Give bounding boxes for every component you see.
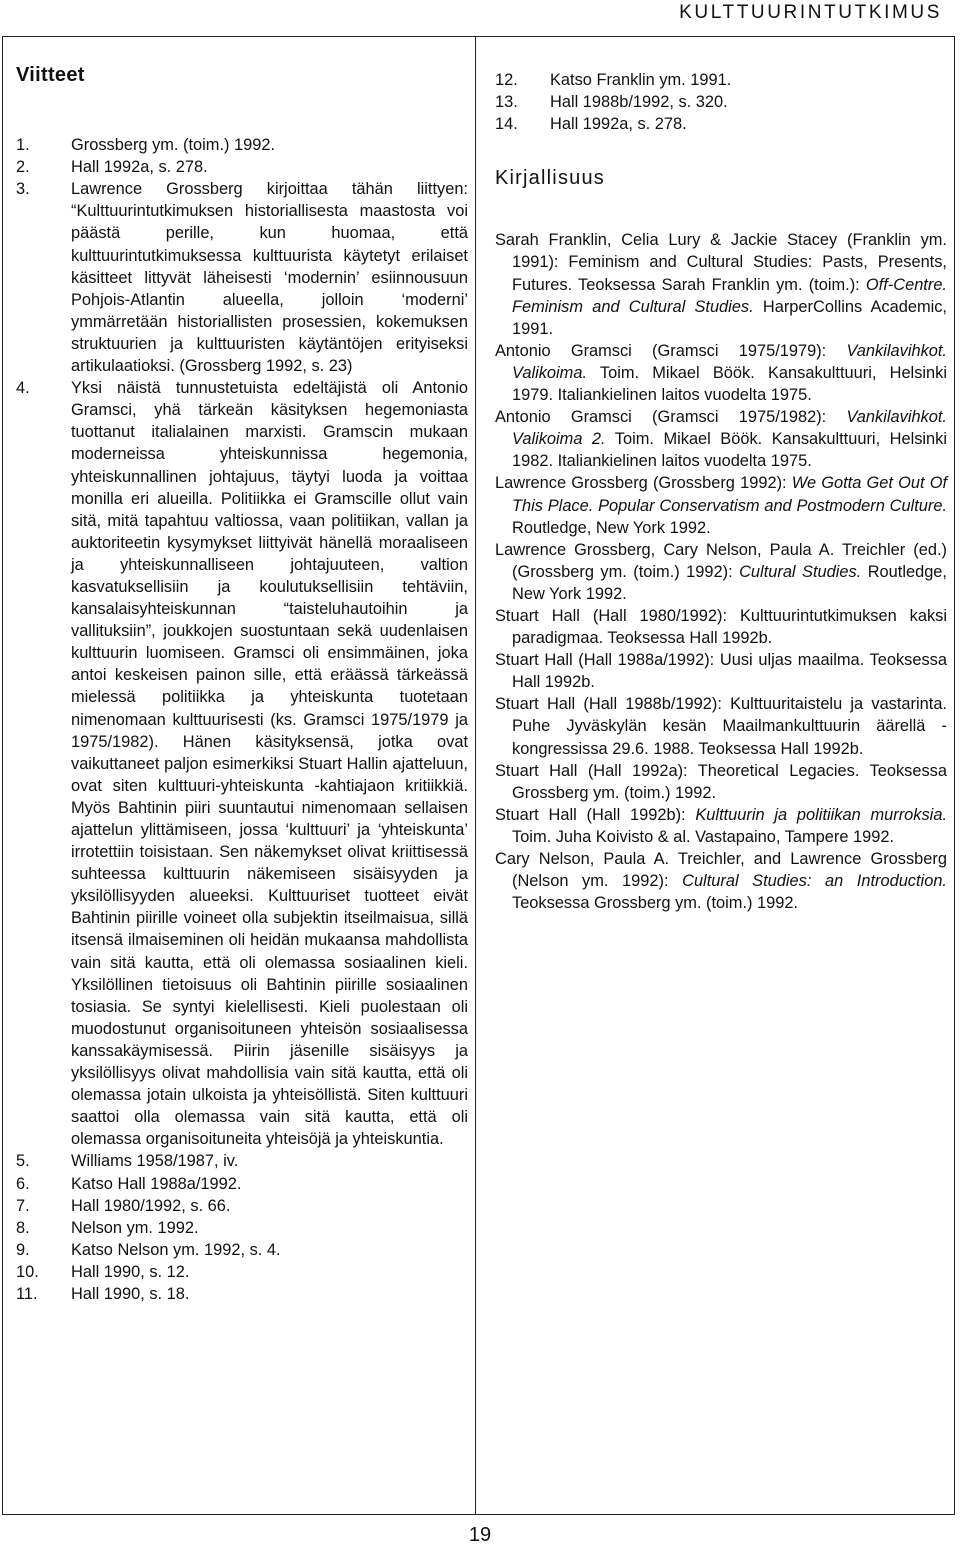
note-item: [16, 1261, 468, 1283]
reference-text: Stuart Hall (Hall 1988b/1992): Kulttuuritaistelu ja vastarinta. Puhe Jyväskylän kesän Maailmankulttuurin äärellä -kongressissa 29.6. 1988. Teoksessa Hall 1992b.: [495, 695, 947, 758]
note-item: [16, 1217, 468, 1239]
note-text: Hall 1988b/1992, s. 320.: [550, 93, 728, 112]
reference-text: Stuart Hall (Hall 1988a/1992): Uusi uljas maailma. Teoksessa Hall 1992b.: [495, 651, 947, 692]
reference-title: Cultural Studies.: [739, 562, 862, 581]
note-number: 2.: [16, 158, 30, 177]
bibliography-column: [495, 64, 947, 914]
reference-text: Routledge, New York 1992.: [512, 518, 711, 537]
reference-list: [495, 229, 947, 914]
note-item: [16, 377, 468, 1150]
note-number: 7.: [16, 1196, 30, 1215]
reference-entry: [495, 472, 947, 538]
note-number: 5.: [16, 1152, 30, 1171]
reference-text: Lawrence Grossberg (Grossberg 1992):: [495, 474, 792, 493]
note-number: 9.: [16, 1240, 30, 1259]
note-text: Nelson ym. 1992.: [71, 1218, 199, 1237]
reference-text: Antonio Gramsci (Gramsci 1975/1979):: [495, 341, 847, 360]
column-divider: [475, 36, 476, 1515]
note-item: [495, 69, 947, 91]
note-number: 13.: [495, 93, 518, 112]
reference-title: Cultural Studies: an Introduction.: [682, 872, 947, 891]
note-text: Katso Nelson ym. 1992, s. 4.: [71, 1240, 281, 1259]
reference-text: Stuart Hall (Hall 1992b):: [495, 805, 696, 824]
reference-entry: [495, 848, 947, 914]
note-number: 10.: [16, 1262, 39, 1281]
notes-list: [16, 134, 468, 1305]
reference-title: We Gotta Get Out Of This Place. Popular Conservatism and Postmodern Culture.: [512, 474, 947, 515]
reference-text: Cary Nelson, Paula A. Treichler, and Lawrence Grossberg (Nelson ym. 1992):: [495, 850, 947, 891]
note-number: 14.: [495, 115, 518, 134]
note-text: Hall 1980/1992, s. 66.: [71, 1196, 231, 1215]
reference-title: Off-Centre. Feminism and Cultural Studies.: [512, 275, 947, 316]
note-text: Hall 1992a, s. 278.: [71, 158, 208, 177]
note-text: Lawrence Grossberg kirjoittaa tähän liittyen: “Kulttuurintutkimuksen historiallisesta maastosta voi päästä perille, kun huomaa, että kulttuurintutkimuksessa kulttuurista käytetyt erilaiset käsitteet littyvät läheisesti ‘modernin’ esiinnousuun Pohjois-Atlantin alueella, jolloin ‘moderni’ ymmärretään historiallisten prosessien, kokemuksen struktuurien ja kulttuuristen käytäntöjen erityiseksi artikulaatioksi. (Grossberg 1992, s. 23): [71, 180, 468, 376]
reference-text: HarperCollins Academic, 1991.: [512, 297, 947, 338]
note-text: Hall 1990, s. 18.: [71, 1284, 190, 1303]
note-item: [16, 134, 468, 156]
reference-text: Sarah Franklin, Celia Lury & Jackie Stacey (Franklin ym. 1991): Feminism and Cultural Studies: Pasts, Presents, Futures. Teoksessa Sarah Franklin ym. (toim.):: [495, 231, 947, 294]
reference-entry: [495, 539, 947, 605]
note-number: 11.: [16, 1284, 38, 1303]
reference-text: Toim. Juha Koivisto & al. Vastapaino, Tampere 1992.: [512, 827, 895, 846]
reference-entry: [495, 406, 947, 472]
note-item: [16, 1150, 468, 1172]
note-number: 1.: [16, 136, 30, 155]
reference-entry: [495, 605, 947, 649]
reference-text: Lawrence Grossberg, Cary Nelson, Paula A. Treichler (ed.) (Grossberg ym. (toim.) 1992):: [495, 540, 947, 581]
note-item: [16, 1173, 468, 1195]
reference-entry: [495, 760, 947, 804]
note-item: [16, 1195, 468, 1217]
note-text: Grossberg ym. (toim.) 1992.: [71, 136, 276, 155]
note-number: 8.: [16, 1218, 30, 1237]
note-text: Katso Franklin ym. 1991.: [550, 71, 732, 89]
note-item: [495, 91, 947, 113]
note-item: [16, 1283, 468, 1305]
bibliography-title: Kirjallisuus: [495, 167, 605, 190]
note-number: 12.: [495, 71, 518, 89]
reference-entry: [495, 804, 947, 848]
reference-text: Antonio Gramsci (Gramsci 1975/1982):: [495, 408, 847, 427]
note-number: 6.: [16, 1174, 30, 1193]
note-text: Yksi näistä tunnustetuista edeltäjistä oli Antonio Gramsci, yhä tärkeän käsityksen hegemoniasta tuottanut italialainen marxisti. Gramscin mukaan moderneissa yhteiskunnissa hegemonia, yhteiskunnallinen johtajuus, täytyi luoda ja voittaa monilla eri alueilla. Politiikka ei Gramscille ollut vain sitä, mitä tapahtuu valtiossa, vaan politiikan, vallan ja auktoriteetin kysymykset liittyivät hänellä moraaliseen ja yhteiskunnalliseen johtajuuteen, valtion kasvatuksellisiin ja koulutuksellisiin tehtäviin, kansalaisyhteiskunnan “taisteluhautoihin ja vallituksiin”, joukkojen suostuntaan sekä uudenlaisen kulttuurin luomiseen. Gramsci oli ensimmäinen, joka antoi keskeisen painon sille, että eräässä tärkeässä mielessä politiikka ja yhteiskunta tuotetaan nimenomaan kulttuurisesti (ks. Gramsci 1975/1979 ja 1975/1982). Hänen käsityksensä, jotka ovat vaikuttaneet paljon esimerkiksi Stuart Hallin ajatteluun, ovat siten kulttuuri-yhteiskunta -kahtiajaon kritiikkiä. Myös Bahtinin piiri suuntautui nimenomaan sellaisen ajattelun ylittämiseen, jossa ‘kulttuuri’ ja ‘yhteiskunta’ irrotettiin toisistaan. Sen näkemykset olivat kriittisessä suhteessa kulttuurin näkemiseen sisäisyyden ja yksilöllisyyden alueeksi. Kulttuuriset tuotteet eivät Bahtinin piirille voineet olla subjektin itseilmaisua, sillä itsensä ilmaiseminen oli heidän mukaansa mahdollista vain sitä kautta, että oli olemassa sosiaalinen kieli. Yksilöllinen tietoisuus oli Bahtinin piirille sosiaalinen tosiasia. Se syntyi kielellisesti. Kieli puolestaan oli muodostunut organisoituneen yhteisön sosiaalisessa kanssakäymisessä. Piirin jäsenille sisäisyys ja yksilöllisyys olivat mahdollisia vain sitä kautta, että oli olemassa jotain ulkoista ja yhteisöllistä. Siten kulttuuri saattoi olla olemassa vain sitä kautta, että oli olemassa organisoituneita yhteisöjä ja yhteiskuntia.: [71, 379, 468, 1149]
running-head: KULTTUURINTUTKIMUS: [679, 2, 942, 23]
reference-entry: [495, 693, 947, 759]
reference-title: Vankilavihkot. Valikoima 2.: [512, 408, 947, 449]
reference-text: Toim. Mikael Böök. Kansakulttuuri, Helsinki 1979. Italiankielinen laitos vuodelta 1975.: [512, 363, 947, 405]
note-item: [16, 178, 468, 377]
reference-text: Toim. Mikael Böök. Kansakulttuuri, Helsinki 1982. Italiankielinen laitos vuodelta 1975.: [512, 430, 947, 471]
note-item: [16, 1239, 468, 1261]
note-text: Hall 1990, s. 12.: [71, 1262, 190, 1281]
reference-text: Teoksessa Grossberg ym. (toim.) 1992.: [512, 894, 799, 913]
reference-text: Stuart Hall (Hall 1980/1992): Kulttuurintutkimuksen kaksi paradigmaa. Teoksessa Hall 1992b.: [495, 606, 947, 648]
note-text: Williams 1958/1987, iv.: [71, 1152, 239, 1171]
notes-column: [16, 64, 468, 1305]
notes-title: Viitteet: [16, 64, 85, 86]
reference-entry: [495, 649, 947, 693]
note-text: Hall 1992a, s. 278.: [550, 115, 687, 134]
reference-text: Routledge, New York 1992.: [512, 562, 947, 603]
reference-text: Stuart Hall (Hall 1992a): Theoretical Legacies. Teoksessa Grossberg ym. (toim.) 1992.: [495, 761, 947, 802]
reference-title: Kulttuurin ja politiikan murroksia.: [695, 805, 947, 824]
note-number: 3.: [16, 180, 30, 199]
reference-entry: [495, 340, 947, 406]
notes-list-continued: [495, 69, 947, 135]
page-number: 19: [468, 1524, 492, 1546]
reference-entry: [495, 229, 947, 339]
note-text: Katso Hall 1988a/1992.: [71, 1174, 242, 1193]
reference-title: Vankilavihkot. Valikoima.: [512, 341, 947, 382]
note-item: [495, 113, 947, 135]
note-number: 4.: [16, 379, 30, 398]
note-item: [16, 156, 468, 178]
